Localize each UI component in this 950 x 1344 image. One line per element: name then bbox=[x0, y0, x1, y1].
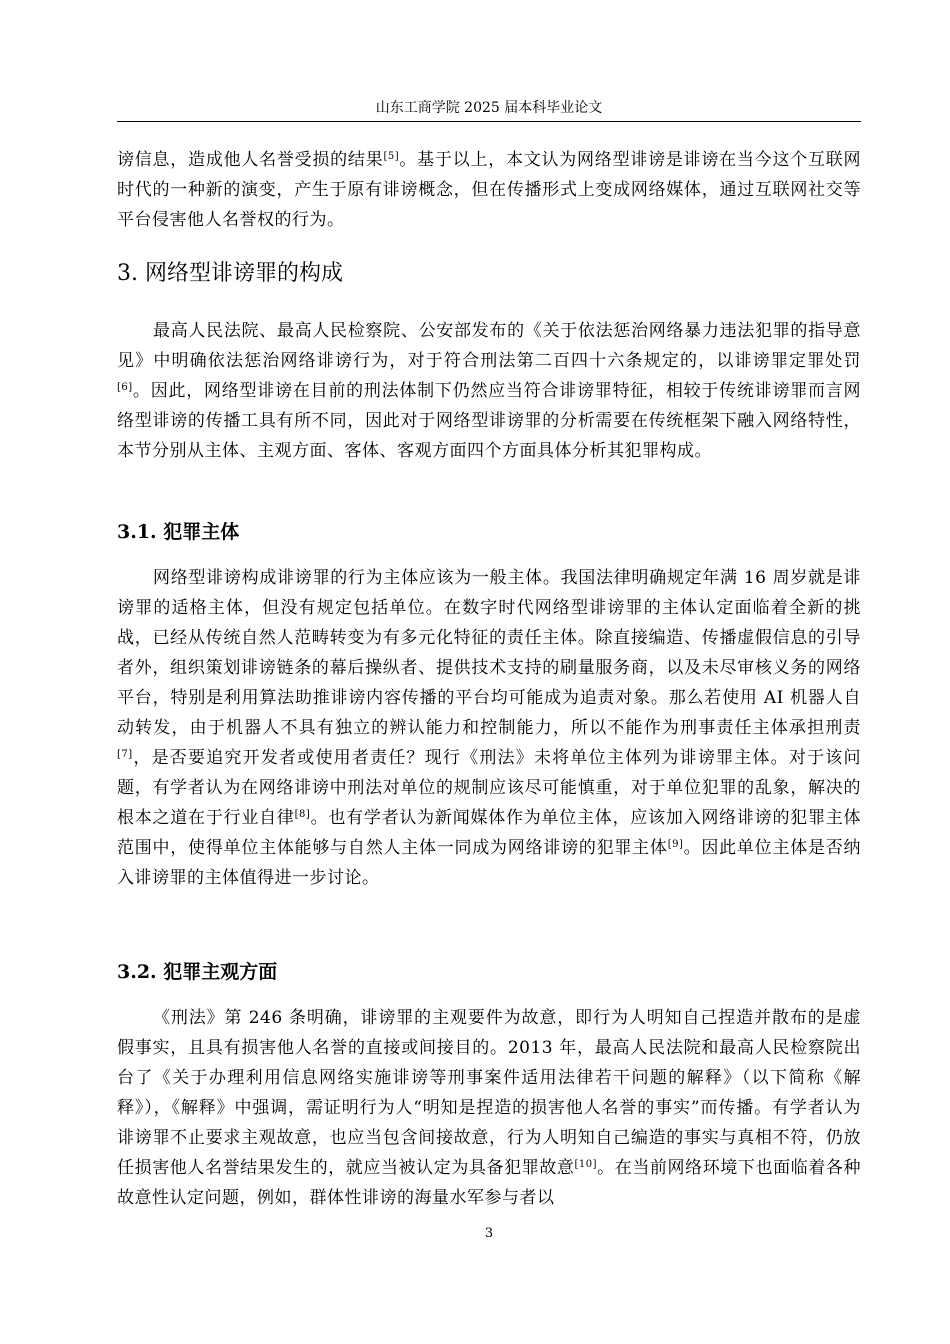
paragraph-section-3 bbox=[117, 316, 861, 466]
citation-ref[interactable]: [10] bbox=[574, 1159, 598, 1170]
paragraph-intro bbox=[117, 145, 861, 235]
text-run: 谤信息，造成他人名誉受损的结果 bbox=[117, 150, 384, 170]
text-run: 。在当前网络环境下也面临着各种故意性认定问题，例如，群体性诽谤的海量水军参与者以 bbox=[117, 1158, 861, 1208]
page-number: 3 bbox=[484, 1226, 494, 1241]
citation-ref[interactable]: [9] bbox=[667, 839, 684, 850]
page-header: 山东工商学院 2025 届本科毕业论文 bbox=[375, 100, 603, 116]
text-run: ，是否要追究开发者或使用者责任？现行《刑法》未将单位主体列为诽谤罪主体。对于该问题，有学者认为在网络诽谤中刑法对单位的规制应该尽可能慎重，对于单位犯罪的乱象，解决的根本之道在于行业自律 bbox=[117, 748, 861, 828]
text-run: 。因此单位主体是否纳入诽谤罪的主体值得进一步讨论。 bbox=[117, 838, 861, 888]
text-run: 。也有学者认为新闻媒体作为单位主体，应该加入网络诽谤的犯罪主体范围中，使得单位主体能够与自然人主体一同成为网络诽谤的犯罪主体 bbox=[117, 808, 861, 858]
section-heading-3-1: 3.1. 犯罪主体 bbox=[117, 521, 240, 543]
text-run: 。因此，网络型诽谤在目前的刑法体制下仍然应当符合诽谤罪特征，相较于传统诽谤罪而言网络型诽谤的传播工具有所不同，因此对于网络型诽谤罪的分析需要在传统框架下融入网络特性，本节分别从主体、主观方面、客体、客观方面四个方面具体分析其犯罪构成。 bbox=[117, 381, 861, 461]
citation-ref[interactable]: [6] bbox=[117, 382, 133, 393]
paragraph-section-3-1 bbox=[117, 563, 861, 893]
text-run: 。基于以上，本文认为网络型诽谤是诽谤在当今这个互联网时代的一种新的演变，产生于原有诽谤概念，但在传播形式上变成网络媒体，通过互联网社交等平台侵害他人名誉权的行为。 bbox=[117, 150, 862, 230]
citation-ref[interactable]: [5] bbox=[383, 151, 400, 162]
citation-ref[interactable]: [7] bbox=[117, 749, 133, 760]
paragraph-section-3-2 bbox=[117, 1003, 861, 1213]
section-heading-3-2: 3.2. 犯罪主观方面 bbox=[117, 961, 278, 983]
header-divider bbox=[117, 121, 861, 122]
section-heading-3: 3. 网络型诽谤罪的构成 bbox=[117, 261, 343, 286]
text-run: 《刑法》第 246 条明确，诽谤罪的主观要件为故意，即行为人明知自己捏造并散布的是虚假事实，且具有损害他人名誉的直接或间接目的。2013 年，最高人民法院和最高人民检察院出台了《关于办理利用信息网络实施诽谤等刑事案件适用法律若干问题的解释》（以下简称《解释》），《解释》中强调，需证明行为人“明知是捏造的损害他人名誉的事实”而传播。有学者认为诽谤罪不止要求主观故意，也应当包含间接故意，行为人明知自己编造的事实与真相不符，仍放任损害他人名誉结果发生的，就应当被认定为具备犯罪故意 bbox=[117, 1008, 861, 1178]
citation-ref[interactable]: [8] bbox=[294, 809, 311, 820]
text-run: 网络型诽谤构成诽谤罪的行为主体应该为一般主体。我国法律明确规定年满 16 周岁就是诽谤罪的适格主体，但没有规定包括单位。在数字时代网络型诽谤罪的主体认定面临着全新的挑战，已经从传统自然人范畴转变为有多元化特征的责任主体。除直接编造、传播虚假信息的引导者外，组织策划诽谤链条的幕后操纵者、提供技术支持的刷量服务商，以及未尽审核义务的网络平台，特别是利用算法助推诽谤内容传播的平台均可能成为追责对象。那么若使用 AI 机器人自动转发，由于机器人不具有独立的辨认能力和控制能力，所以不能作为刑事责任主体承担刑责 bbox=[117, 568, 861, 738]
text-run: 最高人民法院、最高人民检察院、公安部发布的《关于依法惩治网络暴力违法犯罪的指导意见》中明确依法惩治网络诽谤行为，对于符合刑法第二百四十六条规定的，以诽谤罪定罪处罚 bbox=[117, 321, 861, 371]
